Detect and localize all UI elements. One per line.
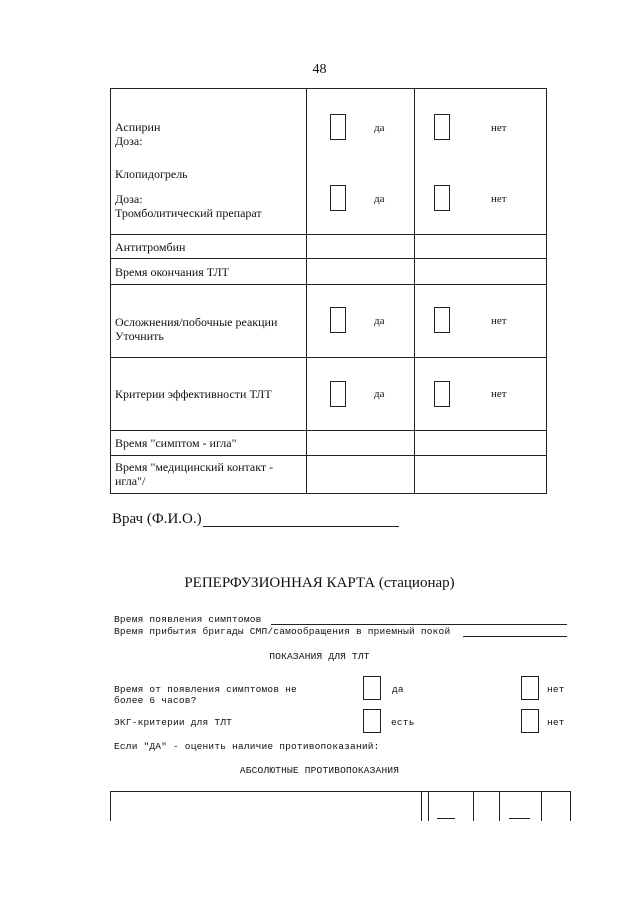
question-onset-line1: Время от появления симптомов не xyxy=(114,684,297,695)
row-label-contact-needle-2: игла"/ xyxy=(115,474,146,488)
clopidogrel-yes-label: да xyxy=(374,193,385,205)
complications-yes-label: да xyxy=(374,315,385,327)
row-divider xyxy=(111,284,546,285)
complications-no-checkbox[interactable] xyxy=(434,307,450,333)
column-divider xyxy=(306,89,307,493)
complications-no-label: нет xyxy=(491,315,507,327)
aspirin-yes-checkbox[interactable] xyxy=(330,114,346,140)
onset-no-checkbox[interactable] xyxy=(521,676,539,700)
row-divider xyxy=(111,455,546,456)
clopidogrel-yes-checkbox[interactable] xyxy=(330,185,346,211)
symptom-onset-label: Время появления симптомов xyxy=(114,614,262,625)
row-divider xyxy=(111,258,546,259)
column-divider xyxy=(473,792,474,821)
indications-header: ПОКАЗАНИЯ ДЛЯ ТЛТ xyxy=(269,651,370,662)
column-divider xyxy=(541,792,542,821)
row-label-symptom-needle: Время "симптом - игла" xyxy=(115,436,237,450)
doctor-name-label: Врач (Ф.И.О.) xyxy=(112,511,202,527)
ecg-no-label: нет xyxy=(547,717,565,728)
medication-table xyxy=(110,88,547,494)
row-label-thrombolytic: Тромболитический препарат xyxy=(115,206,262,220)
row-label-efficacy: Критерии эффективности ТЛТ xyxy=(115,387,272,401)
aspirin-no-label: нет xyxy=(491,122,507,134)
row-divider xyxy=(111,357,546,358)
page-number: 48 xyxy=(312,62,327,77)
symptom-onset-field[interactable] xyxy=(271,624,567,625)
row-label-aspirin-dose: Доза: xyxy=(115,134,143,148)
ecg-criteria-label: ЭКГ-критерии для ТЛТ xyxy=(114,717,233,728)
row-label-tlt-end-time: Время окончания ТЛТ xyxy=(115,265,230,279)
contraindications-table xyxy=(110,791,571,821)
answer-underline[interactable] xyxy=(437,818,455,819)
absolute-contraindications-header: АБСОЛЮТНЫЕ ПРОТИВОПОКАЗАНИЯ xyxy=(239,765,400,776)
onset-no-label: нет xyxy=(547,684,565,695)
row-label-aspirin: Аспирин xyxy=(115,120,161,134)
arrival-label: Время прибытия бригады СМП/самообращения в приемный покой xyxy=(114,626,451,637)
efficacy-no-label: нет xyxy=(491,388,507,400)
ecg-yes-checkbox[interactable] xyxy=(363,709,381,733)
row-label-complications: Осложнения/побочные реакции xyxy=(115,315,278,329)
row-label-clopidogrel: Клопидогрель xyxy=(115,167,188,181)
doctor-name-field[interactable] xyxy=(203,526,399,527)
aspirin-no-checkbox[interactable] xyxy=(434,114,450,140)
aspirin-yes-label: да xyxy=(374,122,385,134)
clopidogrel-no-label: нет xyxy=(491,193,507,205)
onset-yes-checkbox[interactable] xyxy=(363,676,381,700)
efficacy-yes-checkbox[interactable] xyxy=(330,381,346,407)
arrival-field[interactable] xyxy=(463,636,567,637)
efficacy-no-checkbox[interactable] xyxy=(434,381,450,407)
reperfusion-card-title: РЕПЕРФУЗИОННАЯ КАРТА (стационар) xyxy=(184,575,455,591)
column-divider xyxy=(428,792,429,821)
column-divider xyxy=(421,792,422,821)
row-divider xyxy=(111,234,546,235)
onset-yes-label: да xyxy=(392,684,404,695)
ecg-no-checkbox[interactable] xyxy=(521,709,539,733)
if-yes-instruction: Если "ДА" - оценить наличие противопоказаний: xyxy=(114,741,380,752)
clopidogrel-no-checkbox[interactable] xyxy=(434,185,450,211)
row-label-contact-needle-1: Время "медицинский контакт - xyxy=(115,460,274,474)
column-divider xyxy=(414,89,415,493)
row-label-clopidogrel-dose: Доза: xyxy=(115,192,143,206)
answer-underline[interactable] xyxy=(509,818,530,819)
row-divider xyxy=(111,430,546,431)
complications-yes-checkbox[interactable] xyxy=(330,307,346,333)
question-onset-line2: более 6 часов? xyxy=(114,695,197,706)
ecg-yes-label: есть xyxy=(391,717,415,728)
column-divider xyxy=(499,792,500,821)
row-label-antithrombin: Антитромбин xyxy=(115,240,186,254)
efficacy-yes-label: да xyxy=(374,388,385,400)
row-label-specify: Уточнить xyxy=(115,329,164,343)
